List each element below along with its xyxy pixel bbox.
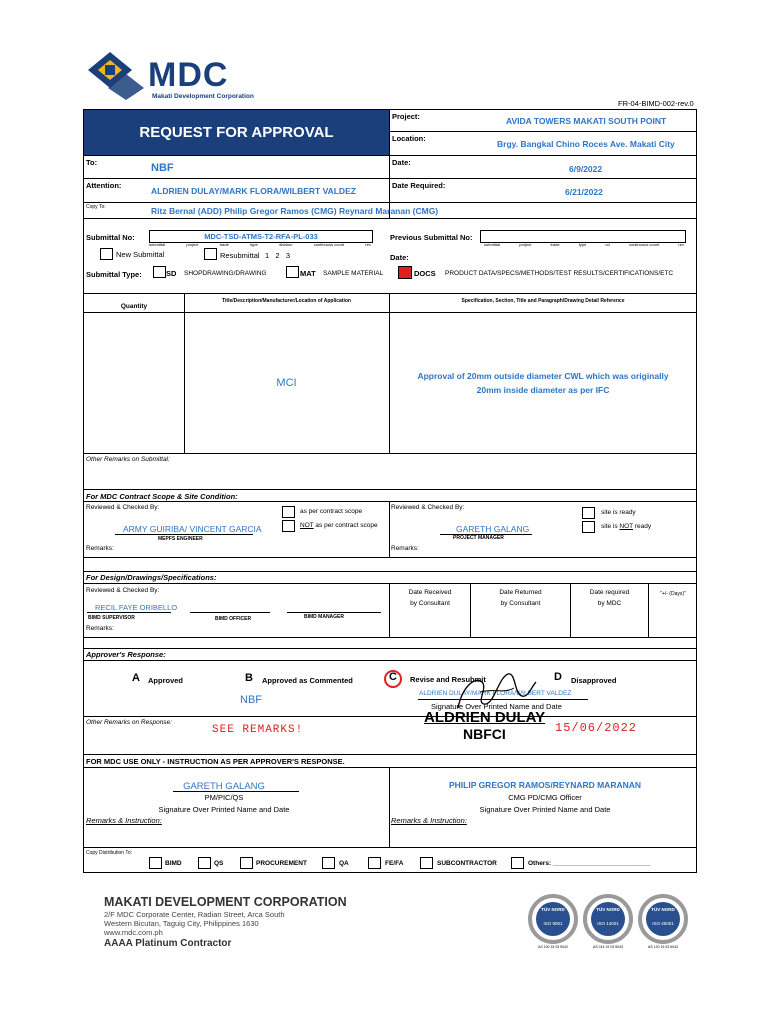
badge-brand: TÜV NORD (651, 907, 675, 912)
badge-code: AS 120 19 03 5043 (648, 945, 678, 949)
docs-text: PRODUCT DATA/SPECS/METHODS/TEST RESULTS/CERTIFICATIONS/ETC (445, 270, 674, 277)
badge-code: AS 100 19 03 5042 (538, 945, 568, 949)
badge-brand: TÜV NORD (541, 907, 565, 912)
scope-right-remarks: Remarks: (391, 545, 419, 552)
item-title-value: MCI (276, 377, 297, 389)
approver-signer-names: ALDRIEN DULAY/MARK FLORA/WILBERT VALDEZ (419, 690, 572, 697)
dist-fefa-label: FE/FA (385, 860, 404, 867)
dist-bimd-label: BIMD (165, 860, 182, 867)
dist-qa-label: QA (339, 860, 349, 867)
scope-reviewed-right: Reviewed & Checked By: (391, 504, 465, 511)
copy-to-value: Ritz Bernal (ADD) Philip Gregor Ramos (CMG) Reynard Maranan (CMG) (151, 206, 439, 216)
code-part: type (250, 242, 258, 247)
previous-code-parts (484, 242, 684, 247)
resubmittal-label: Resubmittal (220, 251, 260, 260)
tuv-badge-icon (528, 894, 578, 944)
mdc-left-remarks: Remarks & Instruction: (86, 816, 162, 825)
code-part: project (519, 242, 532, 247)
design-role-manager: BIMD MANAGER (304, 614, 344, 620)
date-required-mdc: Date required by MDC (589, 589, 630, 607)
code-part: trade (550, 242, 560, 247)
footer-website: www.mdc.com.ph (104, 928, 163, 937)
dist-others-label: Others: ___________________________ (528, 860, 651, 867)
mdc-right-caption: Signature Over Printed Name and Date (479, 805, 611, 814)
option-a-letter: A (132, 672, 140, 684)
scope-left-role: MEPFS ENGINEER (158, 536, 203, 542)
mdc-logo-emblem-icon (86, 50, 150, 102)
mat-checkbox[interactable] (286, 266, 299, 278)
design-remarks: Remarks: (86, 625, 114, 632)
code-part: cd (605, 242, 610, 247)
date-required-label: Date Required: (392, 181, 446, 190)
design-header: For Design/Drawings/Specifications: (86, 573, 217, 582)
design-reviewed: Reviewed & Checked By: (86, 587, 160, 594)
cert-badge-9001 (528, 894, 578, 952)
new-submittal-checkbox[interactable] (100, 248, 113, 260)
copy-to-label: Copy To: (86, 204, 106, 210)
date-label: Date: (392, 158, 411, 167)
col-spec: Specification, Section, Title and Paragraph/Drawing Detail Reference (461, 298, 625, 304)
submittal-no-field[interactable]: MDC-TSD-ATMS-T2-RFA-PL-033 (149, 230, 373, 243)
col-title: Title/Description/Manufacturer/Location of Application (222, 298, 351, 304)
attention-label: Attention: (86, 181, 122, 190)
design-name: RECIL FAYE ORIBELLO (95, 603, 178, 612)
badge-code: AS 014 19 03 5043 (593, 945, 623, 949)
code-part: project (186, 242, 199, 247)
date-required-value: 6/21/2022 (565, 187, 603, 197)
mdc-left-role: PM/PIC/QS (204, 793, 244, 802)
cert-badge-45001 (638, 894, 688, 952)
date-received-consultant: Date Received by Consultant (408, 589, 452, 607)
option-b-label: Approved as Commented (262, 676, 353, 685)
previous-submittal-label: Previous Submittal No: (390, 233, 473, 242)
mat-code: MAT (300, 269, 316, 278)
site-not-ready-checkbox[interactable] (582, 521, 595, 533)
distribution-label: Copy Distribution To: (86, 850, 133, 856)
date-returned-consultant: Date Returned by Consultant (499, 589, 542, 607)
dist-procurement-label: PROCUREMENT (256, 860, 307, 867)
other-remarks-response: Other Remarks on Response: (86, 719, 172, 726)
scope-header: For MDC Contract Scope & Site Condition: (86, 492, 238, 501)
tuv-badge-icon (583, 894, 633, 944)
dist-subcontractor-label: SUBCONTRACTOR (437, 860, 497, 867)
item-spec-line-1: Approval of 20mm outside diameter CWL which was originally (417, 371, 669, 381)
code-part: continuous count (313, 242, 345, 247)
form-title-bar (84, 110, 389, 155)
dist-others-checkbox[interactable] (511, 857, 524, 869)
stamp-company: NBFCI (463, 726, 506, 742)
mdc-left-caption: Signature Over Printed Name and Date (158, 805, 290, 814)
to-value: NBF (151, 162, 174, 174)
scope-reviewed-left: Reviewed & Checked By: (86, 504, 160, 511)
location-value: Brgy. Bangkal Chino Roces Ave. Makati City (497, 139, 675, 149)
badge-standard: ISO 14001 (597, 921, 619, 926)
mdc-right-name: PHILIP GREGOR RAMOS/REYNARD MARANAN (448, 780, 642, 790)
stamp-date: 15/06/2022 (555, 721, 638, 735)
option-b-letter: B (245, 672, 253, 684)
site-ready-label: site is ready (601, 509, 636, 516)
not-contract-scope-checkbox[interactable] (282, 520, 295, 532)
project-value: AVIDA TOWERS MAKATI SOUTH POINT (506, 116, 667, 126)
mdc-right-remarks: Remarks & Instruction: (391, 816, 467, 825)
scope-right-name: GARETH GALANG (456, 524, 530, 534)
submittal-code-parts (149, 242, 371, 247)
scope-left-name: ARMY GUIRIBA/ VINCENT GARCIA (123, 524, 262, 534)
form-code: FR-04-BIMD-002-rev.0 (618, 99, 694, 108)
sd-checkbox[interactable] (153, 266, 166, 278)
docs-code: DOCS (414, 269, 436, 278)
location-label: Location: (392, 134, 426, 143)
code-part: rev (365, 242, 371, 247)
tuv-badge-icon (638, 894, 688, 944)
scope-right-role: PROJECT MANAGER (453, 535, 504, 541)
resubmittal-checkbox[interactable] (204, 248, 217, 260)
mat-text: SAMPLE MATERIAL (323, 270, 384, 277)
sd-code: SD (166, 269, 177, 278)
code-part: division (279, 242, 293, 247)
logo-text: MDC (148, 56, 229, 94)
badge-standard: ISO 45001 (652, 921, 674, 926)
badge-standard: ISO 9001 (543, 921, 563, 926)
code-part: submittal (149, 242, 166, 247)
see-remarks-text: SEE REMARKS! (212, 724, 304, 736)
dist-qs-label: QS (214, 860, 224, 867)
new-submittal-label: New Submittal (116, 250, 165, 259)
dist-fefa-checkbox[interactable] (368, 857, 381, 869)
footer-tagline: AAAA Platinum Contractor (104, 938, 232, 949)
site-not-ready-label: site is NOT ready (601, 523, 652, 530)
to-label: To: (86, 158, 98, 167)
sd-text: SHOPDRAWING/DRAWING (184, 270, 267, 277)
submittal-no-label: Submittal No: (86, 233, 135, 242)
code-part: rev (678, 242, 684, 247)
badge-brand: TÜV NORD (596, 907, 620, 912)
footer-company: MAKATI DEVELOPMENT CORPORATION (104, 895, 347, 909)
code-part: continuous count (628, 242, 660, 247)
mdc-left-name: GARETH GALANG (183, 781, 265, 792)
mdc-use-header: FOR MDC USE ONLY - INSTRUCTION AS PER APPROVER'S RESPONSE. (86, 757, 345, 766)
other-remarks-submittal: Other Remarks on Submittal: (86, 456, 170, 463)
dist-qa-checkbox[interactable] (322, 857, 335, 869)
option-c-letter: C (389, 671, 397, 683)
option-d-label: Disapproved (571, 676, 617, 685)
option-a-label: Approved (148, 676, 184, 685)
dist-bimd-checkbox[interactable] (149, 857, 162, 869)
stamp-name: ALDRIEN DULAY (424, 709, 546, 726)
form-title: REQUEST FOR APPROVAL (139, 124, 334, 141)
cert-badge-14001 (583, 894, 633, 952)
date-value: 6/9/2022 (569, 164, 603, 174)
item-spec-line-2: 20mm inside diameter as per IFC (476, 385, 610, 395)
footer-address-1: 2/F MDC Corporate Center, Radian Street, Arca South (104, 910, 285, 919)
option-c-label: Revise and Resubmit (410, 675, 486, 684)
logo-subtitle: Makati Development Corporation (152, 93, 254, 100)
col-quantity: Quantity (120, 303, 148, 310)
design-role-officer: BIMD OFFICER (215, 616, 252, 622)
docs-checkbox-checked[interactable] (398, 266, 412, 279)
dist-subcontractor-checkbox[interactable] (420, 857, 433, 869)
option-d-letter: D (554, 671, 562, 683)
resubmittal-numbers: 1 2 3 (265, 251, 291, 260)
submittal-type-label: Submittal Type: (86, 270, 142, 279)
site-ready-checkbox[interactable] (582, 507, 595, 519)
contract-scope-checkbox[interactable] (282, 506, 295, 518)
code-part: trade (219, 242, 229, 247)
scope-left-remarks: Remarks: (86, 545, 114, 552)
footer-address-2: Western Bicutan, Taguig City, Philippines 1630 (104, 919, 259, 928)
dist-qs-checkbox[interactable] (198, 857, 211, 869)
days-column: "+/- (Days)" (660, 591, 686, 597)
approver-company: NBF (240, 694, 262, 706)
previous-date-label: Date: (390, 253, 409, 262)
not-contract-scope-label: NOT as per contract scope (300, 522, 378, 529)
code-part: type (578, 242, 587, 247)
cert-badges (528, 894, 688, 952)
design-role-supervisor: BIMD SUPERVISOR (88, 615, 135, 621)
mdc-right-role: CMG PD/CMG Officer (508, 793, 582, 802)
attention-value: ALDRIEN DULAY/MARK FLORA/WILBERT VALDEZ (151, 186, 356, 196)
approver-header: Approver's Response: (86, 650, 166, 659)
code-part: submittal (484, 242, 501, 247)
mdc-logo (86, 50, 266, 102)
contract-scope-label: as per contract scope (300, 508, 363, 515)
dist-procurement-checkbox[interactable] (240, 857, 253, 869)
project-label: Project: (392, 112, 420, 121)
approver-sig-caption: Signature Over Printed Name and Date (431, 702, 562, 711)
